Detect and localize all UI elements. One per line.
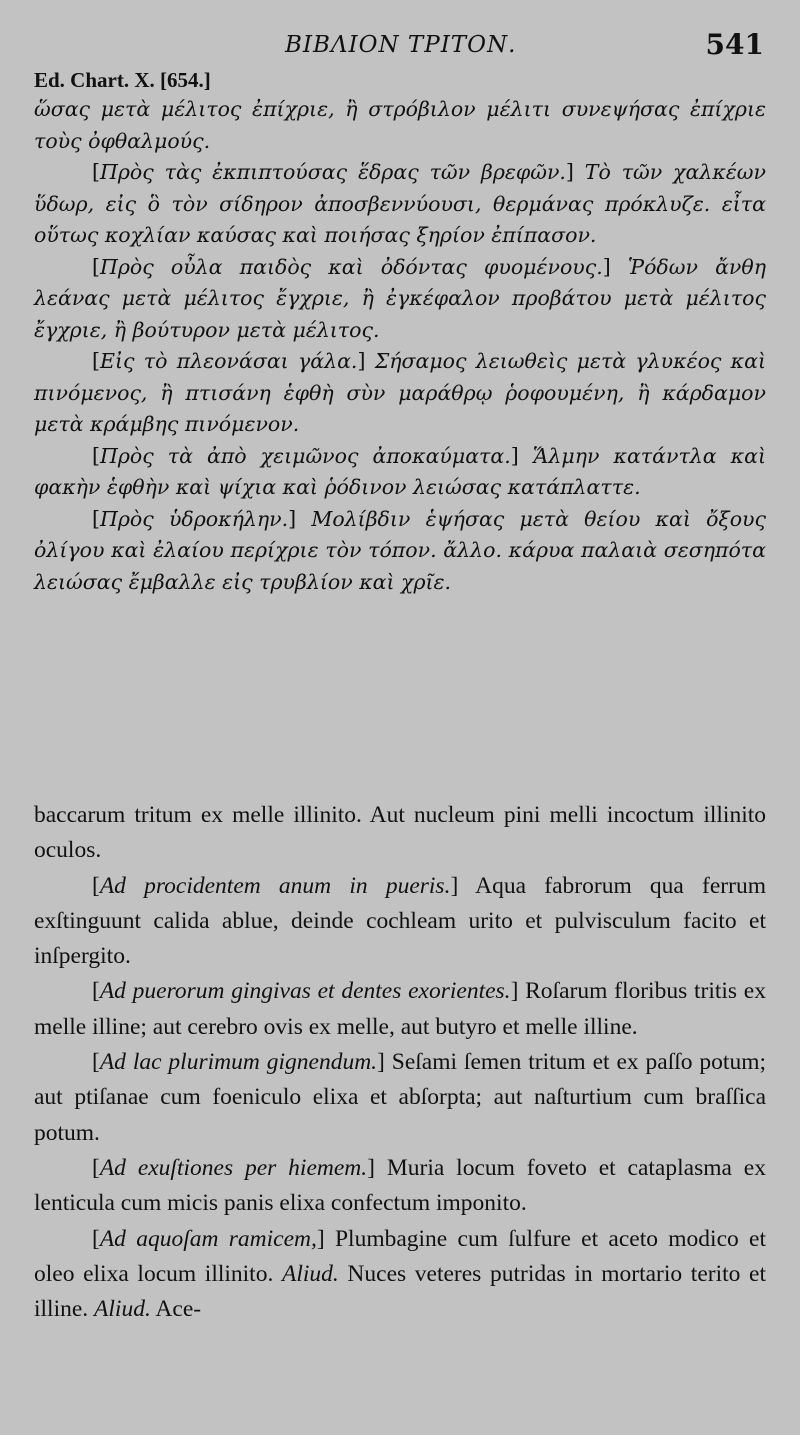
open-bracket: [ [92,443,100,468]
open-bracket: [ [92,1225,100,1252]
close-bracket: ] [565,160,574,184]
open-bracket: [ [92,872,100,899]
greek-body: Μολίβδιν ἑψήσας μετὰ θείου καὶ ὄξους ὀλίγου καὶ ἐλαίου περίχριε τὸν τόπον. ἄλλο. κάρυα παλαιὰ σεσηπότα λειώσας ἔμβαλλε εἰς τρυβλίον καὶ χρῖε. [34,506,766,594]
close-bracket: ] [602,254,611,279]
close-bracket: ] [377,1049,385,1076]
latin-body: Aqua fabrorum qua ferrum exſtinguunt calida ablue, deinde cochleam urito et pulvisculum facito et inſpergito. [34,872,766,970]
greek-body: Σήσαμος λειωθεὶς μετὰ γλυκέος καὶ πινόμενος, ἢ πτισάνη ἑφθὴ σὺν μαράθρῳ ῥοφουμένη, ἢ κάρδαμον μετὰ κράμβης πινόμενον. [34,349,766,436]
latin-heading: Ad puerorum gingivas et dentes exorientes. [99,978,511,1005]
greek-paragraph [34,441,766,504]
greek-body: Τὸ τῶν χαλκέων ὕδωρ, εἰς ὃ τὸν σίδηρον ἀποσβεννύουσι, θερμάνας πρόκλυζε. εἶτα οὕτως κοχλίαν καύσας καὶ ποιήσας ξηρίον ἐπίπασον. [34,160,766,247]
close-bracket: ] [450,872,459,899]
latin-text-block [34,798,766,1327]
close-bracket: ] [367,1154,375,1181]
page-header [0,28,800,68]
aliud-marker: Aliud. [94,1296,151,1323]
latin-heading: Ad procidentem anum in pueris. [99,872,451,899]
greek-heading: Πρὸς ὑδροκήλην. [100,506,289,531]
latin-heading: Ad aquoſam ramicem, [99,1225,317,1252]
close-bracket: ] [288,506,297,531]
greek-text-block [34,94,766,598]
greek-paragraph [34,504,766,599]
open-bracket: [ [92,254,100,279]
running-title: ΒΙΒΛΙΟΝ ΤΡΙΤΟΝ. [285,32,517,58]
open-bracket: [ [92,506,100,531]
greek-paragraph: ὥσας μετὰ μέλιτος ἐπίχριε, ἢ στρόβιλον μέλιτι συνεψήσας ἐπίχριε τοὺς ὀφθαλμούς. [34,97,766,153]
open-bracket: [ [92,978,100,1005]
latin-paragraph [34,974,766,1045]
open-bracket: [ [92,1049,100,1076]
greek-heading: Πρὸς οὖλα παιδὸς καὶ ὀδόντας φυομένους. [100,254,603,279]
latin-body: Nuces veteres putridas in mortario terito et illine. [34,1260,766,1323]
close-bracket: ] [510,978,519,1005]
edition-reference: Ed. Chart. X. [654.] [34,68,211,92]
latin-body: Muria locum foveto et cataplasma ex lenticula cum micis panis elixa confectum imponito. [34,1154,766,1217]
open-bracket: [ [92,160,100,184]
latin-body: Ace- [150,1296,202,1323]
open-bracket: [ [92,1154,100,1181]
latin-paragraph [34,1222,766,1328]
greek-body: Ἅλμην κατάντλα καὶ φακὴν ἑφθὴν καὶ ψίχια καὶ ῥόδινον λειώσας κατάπλαττε. [34,443,766,499]
page-number: 541 [705,28,764,61]
greek-heading: Εἰς τὸ πλεονάσαι γάλα. [100,349,358,373]
latin-heading: Ad exuſtiones per hiemem. [99,1154,368,1181]
latin-paragraph [34,869,766,975]
greek-paragraph [34,157,766,252]
aliud-marker: Aliud. [281,1260,339,1287]
latin-body: Seſami ſemen tritum et ex paſſo potum; aut ptiſanae cum foeniculo elixa et abſorpta; aut naſturtium cum braſſica potum. [34,1049,766,1146]
latin-paragraph [34,1151,766,1222]
greek-paragraph [34,252,766,347]
close-bracket: ] [316,1225,325,1252]
latin-body: Plumbagine cum ſulfure et aceto modico et oleo elixa locum illinito. [34,1225,766,1287]
latin-heading: Ad lac plurimum gignendum. [99,1049,378,1076]
greek-heading: Πρὸς τὰς ἐκπιπτούσας ἕδρας τῶν βρεφῶν. [100,160,566,184]
greek-paragraph [34,346,766,441]
close-bracket: ] [510,443,519,468]
open-bracket: [ [92,349,100,373]
latin-paragraph [34,1045,766,1151]
latin-body: Roſarum floribus tritis ex melle illine; aut cerebro ovis ex melle, aut butyro et melle illine. [34,978,766,1040]
close-bracket: ] [357,349,366,373]
latin-paragraph: baccarum tritum ex melle illinito. Aut nucleum pini melli incoctum illinito oculos. [34,802,766,864]
greek-heading: Πρὸς τὰ ἀπὸ χειμῶνος ἀποκαύματα. [100,443,511,468]
greek-body: Ῥόδων ἄνθη λεάνας μετὰ μέλιτος ἔγχριε, ἢ ἐγκέφαλον προβάτου μετὰ μέλιτος ἔγχριε, ἢ βούτυρον μετὰ μέλιτος. [34,254,767,342]
